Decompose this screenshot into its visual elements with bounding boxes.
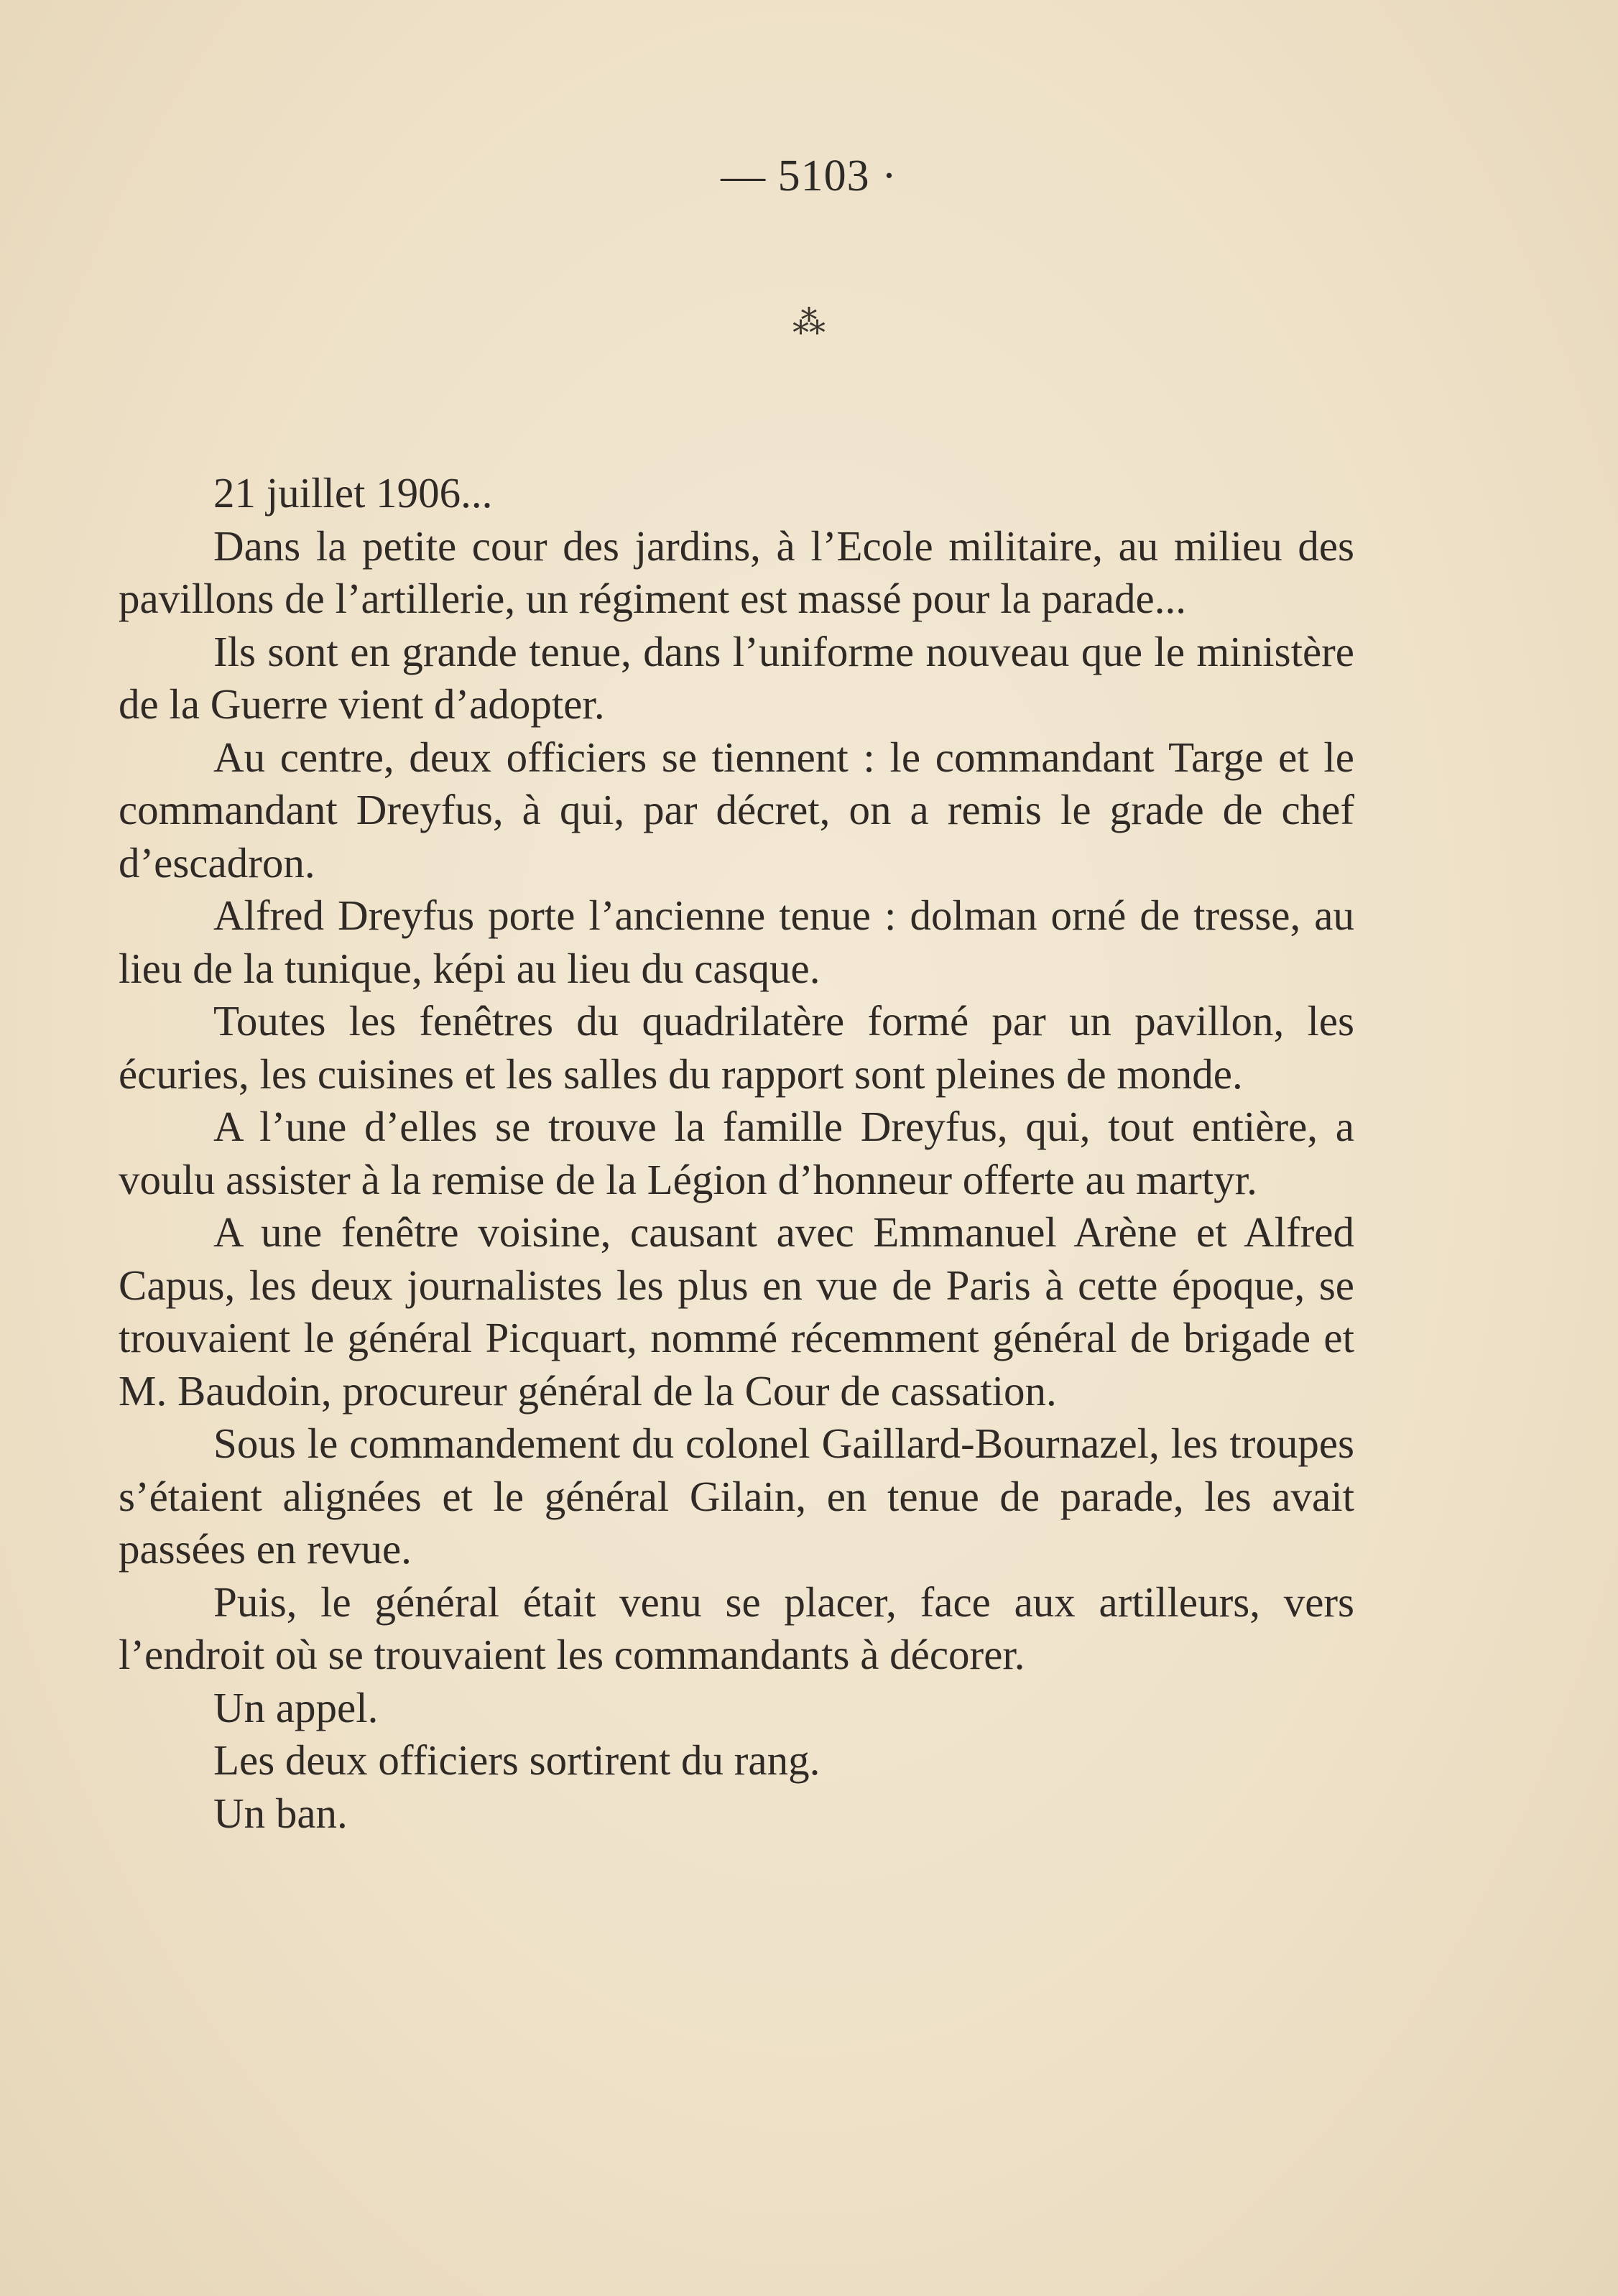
paragraph: Dans la petite cour des jardins, à l’Ecole militaire, au milieu des pavillons de l’artillerie, un régiment est massé pour la parade...: [119, 522, 1354, 622]
page-number: — 5103 ·: [721, 152, 897, 200]
paragraph: Sous le commandement du colonel Gaillard-Bournazel, les troupes s’étaient alignées et le général Gilain, en tenue de parade, les avait passées en revue.: [119, 1420, 1354, 1573]
paragraph: Ils sont en grande tenue, dans l’uniforme nouveau que le ministère de la Guerre vient d’adopter.: [119, 627, 1354, 728]
paragraph: Un appel.: [213, 1683, 379, 1731]
paragraph: Les deux officiers sortirent du rang.: [213, 1736, 820, 1784]
paragraph: Au centre, deux officiers se tiennent : le commandant Targe et le commandant Dreyfus, à qui, par décret, on a remis le grade de chef d’escadron.: [119, 733, 1354, 887]
paragraph: Alfred Dreyfus porte l’ancienne tenue : dolman orné de tresse, au lieu de la tunique, képi au lieu du casque.: [119, 892, 1354, 992]
paragraph: Un ban.: [213, 1789, 348, 1837]
body-text: [119, 467, 1354, 1840]
paragraph: Toutes les fenêtres du quadrilatère formé par un pavillon, les écuries, les cuisines et les salles du rapport sont pleines de monde.: [119, 997, 1354, 1098]
paragraph-date: 21 juillet 1906...: [213, 469, 493, 517]
paragraph: A l’une d’elles se trouve la famille Dreyfus, qui, tout entière, a voulu assister à la remise de la Légion d’honneur offerte au martyr.: [119, 1103, 1354, 1203]
asterism-separator: ⁂: [792, 302, 826, 341]
paragraph: A une fenêtre voisine, causant avec Emmanuel Arène et Alfred Capus, les deux journalistes les plus en vue de Paris à cette époque, se trouvaient le général Picquart, nommé récemment général de brigade et M. Baudoin, procureur général de la Cour de cassation.: [119, 1208, 1354, 1415]
paragraph: Puis, le général était venu se placer, face aux artilleurs, vers l’endroit où se trouvaient les commandants à décorer.: [119, 1578, 1354, 1678]
